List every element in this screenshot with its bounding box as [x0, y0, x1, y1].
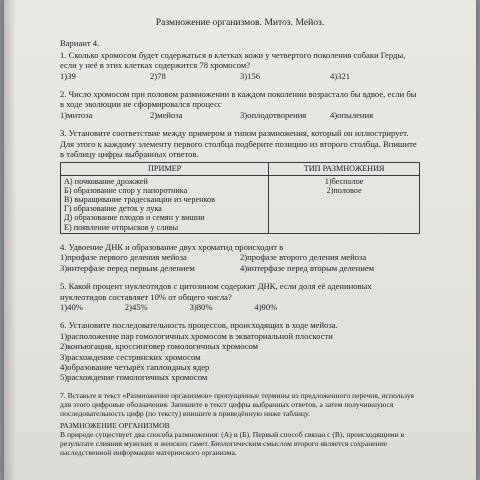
option: 1)40%: [60, 301, 83, 312]
passage-text: В природе существует два способа размножения: (А) и (Б). Первый способ связан с (В), происходящими в результате слияния мужских и женских гамет. Биологическим смыслом второго является сохранение наследственной информации материнского организма.: [60, 429, 405, 457]
col-header-example: ПРИМЕР: [61, 163, 269, 175]
option: 1)митоза: [60, 109, 93, 120]
question-1: [60, 50, 420, 81]
sequence-item: 5)расхождение гомологичных хромосом: [60, 372, 208, 383]
question-7: [60, 391, 420, 457]
worksheet-content: [60, 18, 420, 465]
question-2-text: 2. Число хромосом при половом размножении в каждом поколении возрастало бы вдвое, если бы в ходе эволюции не сформировался процесс: [60, 89, 417, 110]
question-2: [60, 89, 420, 120]
option: 2)мейоза: [150, 109, 183, 120]
question-6-text: 6. Установите последовательность процессов, происходящих в ходе мейоза.: [60, 320, 338, 331]
example-item: Д) образование плодов и семян у вишни: [64, 213, 205, 223]
option: 2)профазе второго деления мейоза: [240, 252, 367, 263]
page-shadow: [4, 0, 16, 480]
page-title: Размножение организмов. Митоз. Мейоз.: [155, 17, 325, 28]
option: 3)156: [240, 70, 261, 81]
passage-heading: РАЗМНОЖЕНИЕ ОРГАНИЗМОВ: [60, 420, 170, 430]
option: 1)39: [60, 70, 76, 81]
example-item: А) почкование дрожжей: [64, 176, 148, 186]
example-item: Г) образование деток у лука: [64, 204, 162, 214]
question-5: [60, 281, 420, 312]
question-5-options: [60, 302, 420, 312]
option: 3)оплодотворения: [240, 109, 307, 120]
variant-label: Вариант 4.: [60, 38, 100, 49]
type-item: 2)половое: [326, 185, 362, 195]
sequence-item: 4)образование четырёх гаплоидных ядер: [60, 361, 210, 372]
question-1-options: [60, 71, 420, 81]
question-7-text: 7. Вставьте в текст «Размножение организмов» пропущенные термины из предложенного перечня, используя для этого цифровые обозначения. Запишите в текст цифры выбранных ответов, а затем получившуюся последовательность цифр (по тексту) впишите в приведённую ниже таблицу.: [60, 390, 415, 418]
example-item: Е) появление отпрысков у сливы: [64, 222, 179, 232]
option: 4)опыления: [330, 109, 374, 120]
question-2-options: [60, 110, 420, 120]
question-4-text: 4. Удвоение ДНК и образование двух хроматид происходит в: [60, 241, 284, 252]
option: 2)78: [150, 70, 166, 81]
worksheet-page: [4, 0, 476, 480]
option: 1)профазе первого деления мейоза: [60, 252, 187, 263]
col-header-type: ТИП РАЗМНОЖЕНИЯ: [269, 163, 420, 175]
question-4-options: [60, 252, 420, 273]
question-5-text: 5. Какой процент нуклеотидов с цитозином содержит ДНК, если доля её адениновых нуклеотидов составляет 10% от общего числа?: [60, 281, 372, 302]
option: 4)321: [330, 70, 351, 81]
question-3: [60, 128, 420, 234]
question-1-text: 1. Сколько хромосом будет содержаться в клетках кожи у четвертого поколения собаки Герды, если у неё в этих клетках содержится 78 хромосом?: [60, 49, 406, 71]
example-item: Б) образование спор у папоротника: [64, 185, 188, 195]
question-6: [60, 320, 420, 382]
question-4: [60, 242, 420, 273]
option: 4)90%: [254, 301, 278, 312]
example-item: В) выращивание традесканции из черенков: [64, 195, 216, 205]
option: 3)80%: [189, 301, 213, 312]
types-cell: [269, 175, 420, 233]
option: 4)интерфазе перед вторым делением: [240, 262, 375, 273]
question-3-text: 3. Установите соответствие между примером и типом размножения, который он иллюстрирует. Для этого к каждому элементу первого столбца подберите позицию из второго столбца. Впишите в таблицу цифры выбранных ответов.: [60, 128, 417, 160]
type-item: 1)бесполое: [324, 176, 364, 186]
examples-cell: [61, 175, 269, 233]
matching-table: [60, 162, 420, 233]
option: 3)интерфазе перед первым делением: [60, 262, 195, 273]
sequence-item: 3)расхождение сестринских хромосом: [60, 351, 201, 362]
option: 2)45%: [124, 301, 148, 312]
sequence-item: 1)расположение пар гомологичных хромосом в экваториальной плоскости: [60, 330, 333, 341]
sequence-item: 2)конъюгация, кроссинговер гомологичных хромосом: [60, 341, 259, 352]
